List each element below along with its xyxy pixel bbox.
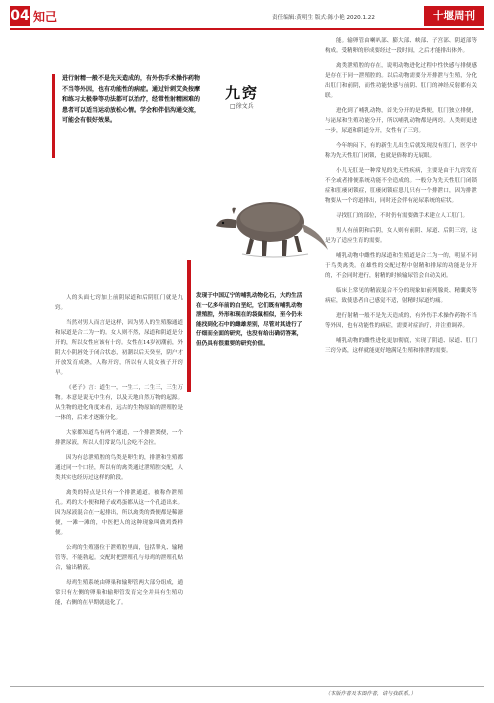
right-paragraph: 临床上常见的精液混合不分的现象如前列腺炎、精囊炎等病症，致使患者自己感觉不适，射精时尿道灼痛。 bbox=[325, 288, 477, 304]
header-rule bbox=[10, 28, 484, 30]
right-paragraph: 哺乳动物的雌性进化更加彻底，实现了阴道、尿道、肛门三窍分离，这样就能更好地满足生殖和排泄的需要。 bbox=[325, 338, 477, 354]
article-byline: □徐文兵 bbox=[230, 103, 254, 110]
right-paragraph: 禽类泄殖腔的存在，说明动物进化过程中性快感与排便感是存在于同一泄殖腔的。以后动物需要分开排泄与生殖，分化出肛门和前阴，而性功能快感与前阴、肛门的神经反射都有关联。 bbox=[325, 63, 477, 99]
footer-rule bbox=[10, 686, 484, 687]
left-paragraph: 公鸡的生殖器位于泄殖腔里面，包括睾丸、输精管等，不能勃起。交配时把泄殖孔与母鸡的泄殖孔贴合，输出精液。 bbox=[55, 545, 183, 571]
left-paragraph: 人的头面七窍加上前阴尿道和后阴肛门就是九窍。 bbox=[55, 295, 183, 311]
article-title: 九窍 bbox=[225, 84, 260, 102]
lead-accent-bar bbox=[52, 74, 55, 158]
left-paragraph: 禽类的特点是只有一个排泄通道，被称作泄殖孔。鸡的大小便和精子或鸡蛋都从这一个孔道出来。因为尿液混合在一起排出，所以禽类的粪便都是稀溏便，一滩一滩的，中医把人的这种现象叫做鸡粪样便。 bbox=[55, 490, 183, 536]
right-column bbox=[325, 36, 477, 676]
left-paragraph: 《老子》言：道生一，一生二，二生三，三生万物。本意是说无中生有，以及天地自然万物的起源。从生物的进化角度来看，远古的生物原始的泄殖腔是一体的，后来才逐渐分化。 bbox=[55, 385, 183, 421]
section-label: 知己 bbox=[33, 10, 58, 24]
left-paragraph: 因为有总泄殖腔的鸟类是卵生的，排泄和生殖都通过同一个口径，所以有的禽类通过泄殖腔交配，人类其实也经历过这样的阶段。 bbox=[55, 455, 183, 481]
left-paragraph: 母鸡生殖系统由卵巢和输卵管两大部分组成，通常只有左侧的卵巢和输卵管发育完全并具有生殖功能，右侧的在早期就退化了。 bbox=[55, 580, 183, 606]
footer-note: （本版作者及本图作者，请与我联系。） bbox=[325, 691, 416, 697]
editor-line: 责任编辑:黄明生 版式:陈小艳 2020.1.22 bbox=[272, 15, 375, 21]
right-paragraph: 寻找肛门的部位，不时仍有需要做手术建立人工肛门。 bbox=[336, 213, 469, 219]
paper-name: 十堰周刊 bbox=[424, 6, 484, 26]
right-paragraph: 男人有前阴和后阴，女人则有前阴、尿道、后阴三窍，这是为了适应生育的需要。 bbox=[325, 228, 477, 244]
right-paragraph: 能。输卵管由喇叭部、膨大部、峡部、子宫部、阴道部等构成。受精卵的形成要经过一段时间，之后才能排出体外。 bbox=[325, 38, 477, 54]
page-number: 04 bbox=[10, 8, 30, 24]
left-column bbox=[55, 293, 183, 673]
sidebox-text: 发现于中国辽宁的哺乳动物化石，大约生活在一亿多年前的白垩纪，它们既有哺乳动物泄殖腔，外形和现在的袋鼠相似，至今仍未能找到化石中的雌雄差别，尽管对其进行了仔细而全面的研究，也没有给出确切答案，但仍具有很重要的研究价值。 bbox=[196, 293, 303, 347]
right-paragraph: 进行射精一般不是先天造成的，有外伤手术操作药物不当等外因，也有功能性的病症，需要对症治疗，并注重调养。 bbox=[325, 313, 477, 329]
sidebox-accent-bar bbox=[187, 260, 191, 392]
left-paragraph: 大家都知道鸟有两个通道，一个排泄粪便，一个排泄尿液，所以人们常说鸟儿会吃不会拉。 bbox=[55, 430, 183, 446]
mammal-illustration bbox=[212, 180, 332, 270]
right-paragraph: 哺乳动物中雌性的尿道和生殖道是合二为一的，明显不同于鸟类禽类。在雄性的交配过程中射精和排尿的功能是分开的，不会同时进行，射精的时候输尿管会自动关闭。 bbox=[325, 253, 477, 279]
lead-text: 进行射精一般不是先天造成的，有外伤手术操作药物不当等外因，也有功能性的病症。通过针刺艾灸按摩和练习太极拳等功法都可以治疗，经常性射精困难的患者可以适当运动放松心情。学会和伴侣沟通交流，可能会有很好效果。 bbox=[62, 75, 201, 124]
right-paragraph: 进化到了哺乳动物，首先分开的是粪便，肛门独立排便，与泌尿和生殖功能分开，所以哺乳动物都是两窍。人类则更进一步，尿道和阴道分开，女性有了三窍。 bbox=[325, 108, 477, 134]
left-paragraph: 当然对男人而言是这样，因为男人的生殖腺通道和尿道是合二为一的。女人则不然，尿道和阴道是分开的，所以女性应该有十窍。女性在14岁初潮前，外阴大小阴唇处于闭合状态，初潮以后天癸至，阴户才开放发育成熟，人称开窍，所以有人说女孩子开窍早。 bbox=[55, 320, 183, 376]
right-paragraph: 今年纳闷下，有的新生儿出生后就发现没有肛门，医学中称为先天性肛门闭锁，也就是俗称的无屁眼。 bbox=[325, 143, 477, 159]
page-header bbox=[10, 6, 484, 36]
right-paragraph: 小儿无肛是一种常见的先天性疾病，主要是由于九窍发育不全或者排便系统功能不全造成的。一般分为先天性肛门闭锁症和肛瘘闭锁症，肛瘘闭锁症患儿只有一个排泄口，因为排泄物要从一个窍道排出，同时还会伴有泌尿系统的症状。 bbox=[325, 168, 477, 204]
